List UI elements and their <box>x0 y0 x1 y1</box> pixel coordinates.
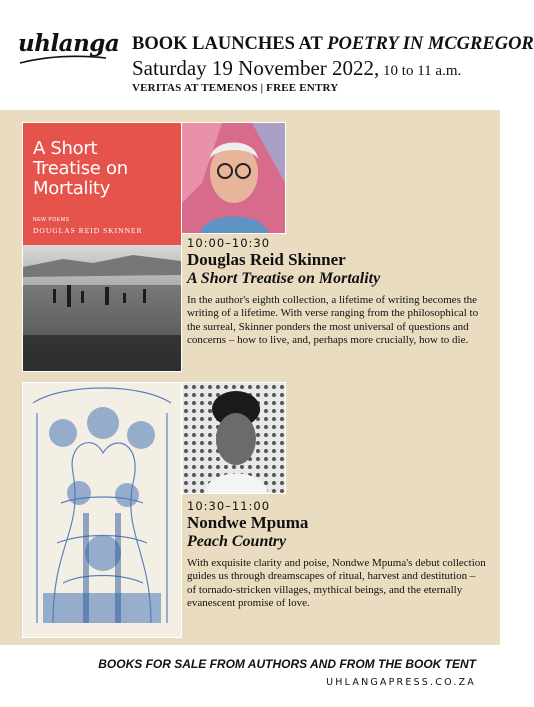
cover-subtitle: NEW POEMS <box>33 217 70 223</box>
cover-title: A Short Treatise on Mortality <box>33 138 128 199</box>
book-cover-short-treatise <box>22 122 182 372</box>
cover-beach-photo <box>23 245 181 371</box>
event-description: With exquisite clarity and poise, Nondwe Mpuma's debut collection guides us through dreamscapes of ritual, harvest and destitution – of tornado-stricken villages, mythical beings, and the eternally evanescent promise of love. <box>187 557 486 610</box>
event-author: Douglas Reid Skinner <box>187 250 346 269</box>
logo-swoosh-icon <box>18 52 108 66</box>
event-description: In the author's eighth collection, a lifetime of writing becomes the writing of a lifetime. With verse ranging from the philosophical to the surreal, Skinner ponders the most universal of questions and concerns – how to live, and, perhaps more crucially, how to die. <box>187 294 479 347</box>
event-time-slot: 10:00–10:30 <box>187 236 271 250</box>
event-block-2 <box>187 499 487 611</box>
event-block-1 <box>187 236 487 348</box>
event-venue: VERITAS AT TEMENOS | FREE ENTRY <box>132 82 339 94</box>
header <box>0 0 534 110</box>
cover-author: DOUGLAS REID SKINNER <box>33 226 143 235</box>
uhlanga-logo: uhlanga <box>18 30 120 57</box>
cover-red-band <box>23 123 181 245</box>
event-time-slot: 10:30–11:00 <box>187 499 271 513</box>
event-author: Nondwe Mpuma <box>187 513 309 532</box>
website-link[interactable]: UHLANGAPRESS.CO.ZA <box>326 677 476 688</box>
author-portrait-nondwe-mpuma <box>181 382 286 494</box>
event-title: BOOK LAUNCHES AT POETRY IN MCGREGOR <box>132 34 534 54</box>
event-book-title: A Short Treatise on Mortality <box>187 270 381 287</box>
events-panel <box>0 110 500 645</box>
footer <box>0 645 500 707</box>
book-sales-note: BOOKS FOR SALE FROM AUTHORS AND FROM THE BOOK TENT <box>98 657 476 671</box>
event-book-title: Peach Country <box>187 533 287 550</box>
event-date: Saturday 19 November 2022, 10 to 11 a.m. <box>132 56 462 80</box>
author-portrait-douglas-reid-skinner <box>181 122 286 234</box>
book-cover-peach-country <box>22 382 182 638</box>
event-time: 10 to 11 a.m. <box>379 63 462 79</box>
